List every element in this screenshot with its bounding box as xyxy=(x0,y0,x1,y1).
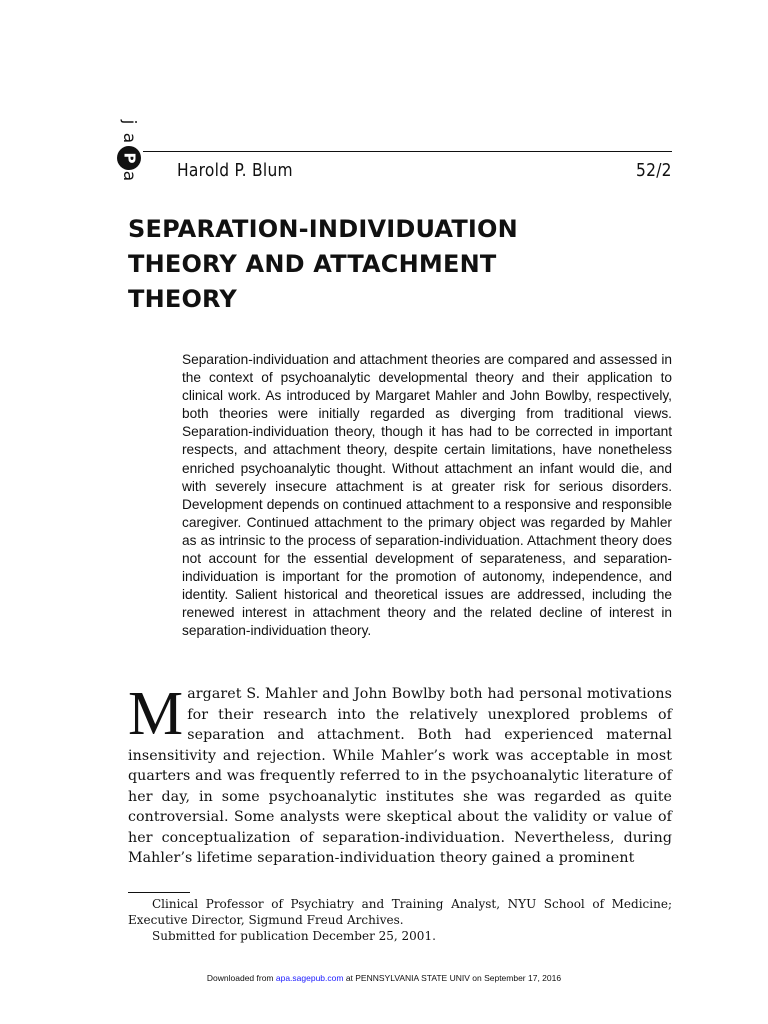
running-head-author: Harold P. Blum xyxy=(177,160,293,181)
article-title xyxy=(128,212,688,317)
logo-letter-p: P xyxy=(120,152,138,164)
logo-letter-a: a xyxy=(119,132,139,144)
title-line: THEORY AND ATTACHMENT xyxy=(128,250,497,278)
download-link[interactable]: apa.sagepub.com xyxy=(275,973,344,983)
logo-letter-j: j xyxy=(119,119,139,125)
download-prefix: Downloaded from xyxy=(206,973,276,983)
journal-logo xyxy=(113,108,153,184)
download-notice xyxy=(0,973,768,983)
title-line: SEPARATION-INDIVIDUATION xyxy=(128,215,518,243)
logo-letter-a-bottom: a xyxy=(119,170,139,182)
footnote-submitted: Submitted for publication December 25, 2001. xyxy=(152,929,436,943)
body-paragraph xyxy=(128,680,672,869)
footnote-affiliation: Clinical Professor of Psychiatry and Training Analyst, NYU School of Medicine; Executive Director, Sigmund Freud Archives. xyxy=(128,897,672,927)
abstract: Separation-individuation and attachment theories are compared and assessed in the context of psychoanalytic developmental theory and their application to clinical work. As introduced by Margaret Mahler and John Bowlby, respectively, both theories were initially regarded as diverging from traditional views. Separation-individuation theory, though it has had to be corrected in important respects, and attachment theory, despite certain limitations, have nonetheless enriched psychoanalytic thought. Without attachment an infant would die, and with severely insecure attachment is at greater risk for serious disorders. Development depends on continued attachment to a responsive and responsible caregiver. Continued attachment to the primary object was regarded by Mahler as as intrinsic to the process of separation-individuation. Attachment theory does not account for the essential development of separateness, and separation-individuation is important for the promotion of autonomy, independence, and identity. Salient historical and theoretical issues are addressed, including the renewed interest in attachment theory and the related decline of interest in separation-individuation theory. xyxy=(182,352,672,639)
drop-cap: M xyxy=(128,680,184,748)
footnote xyxy=(128,896,672,944)
download-suffix: at PENNSYLVANIA STATE UNIV on September 17, 2016 xyxy=(343,973,562,983)
header-rule xyxy=(143,151,672,152)
body-text: argaret S. Mahler and John Bowlby both had personal motivations for their research into the relatively unexplored problems of separation and attachment. Both had experienced maternal insensitivity and rejection. While Mahler’s work was acceptable in most quarters and was frequently referred to in the psychoanalytic literature of her day, in some psychoanalytic institutes she was regarded as quite controversial. Some analysts were skeptical about the validity or value of her conceptualization of separation-individuation. Nevertheless, during Mahler’s lifetime separation-individuation theory gained a prominent xyxy=(128,686,672,866)
title-line: THEORY xyxy=(128,285,238,313)
footnote-rule xyxy=(128,892,190,893)
running-head-volume: 52/2 xyxy=(636,160,672,181)
